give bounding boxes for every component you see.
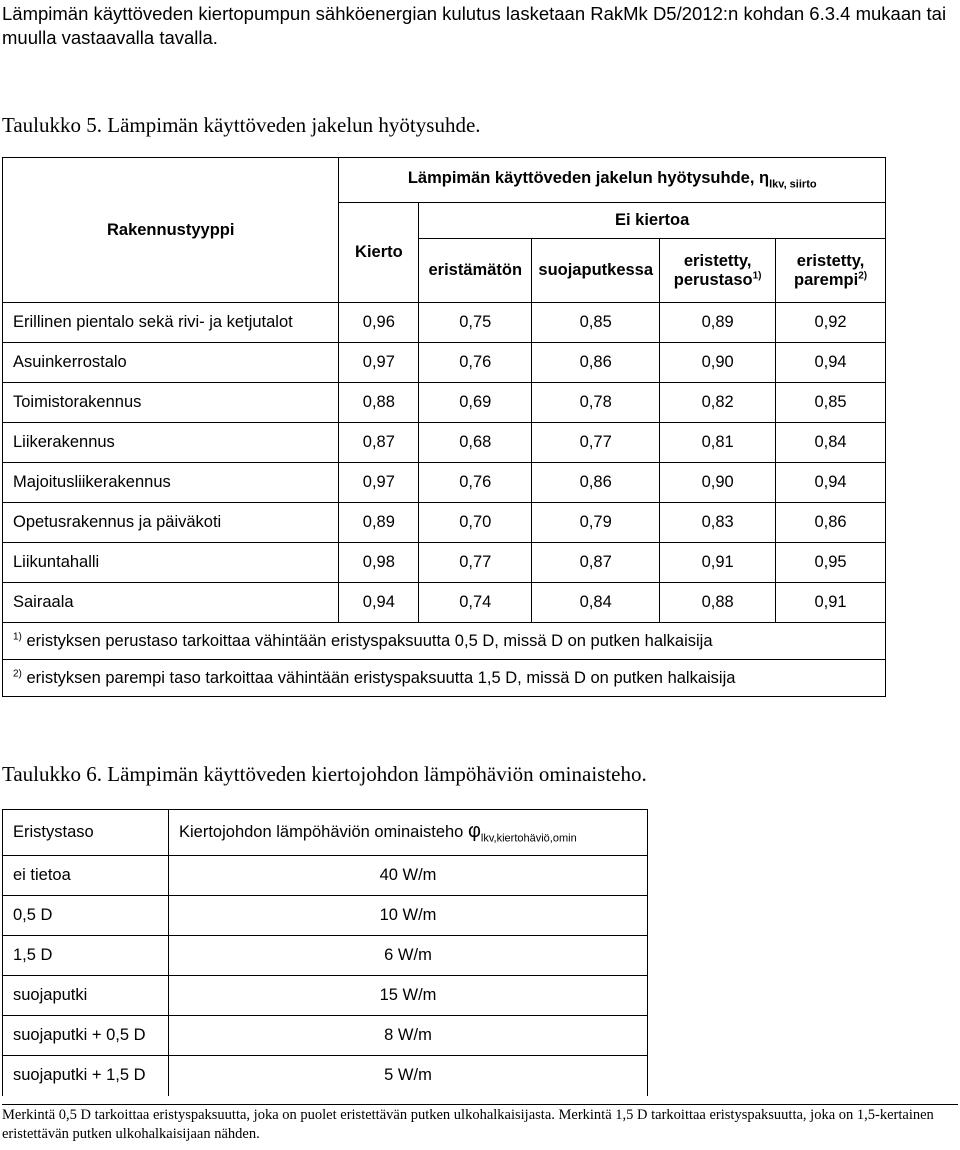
col-header-ominaisteho: Kiertojohdon lämpöhäviön ominaisteho $\varphi_{lkv,kiertohäviö,omin}$ xyxy=(169,810,648,856)
distribution-efficiency-table xyxy=(2,157,886,697)
table-row xyxy=(3,423,886,463)
table-row xyxy=(3,1016,648,1056)
table-row xyxy=(3,343,886,383)
cell-value: 5 W/m xyxy=(169,1056,648,1096)
col-header-suojaputkessa: suojaputkessa xyxy=(532,239,660,303)
row-label: 1,5 D xyxy=(3,936,169,976)
cell-value: 0,81 xyxy=(660,423,776,463)
cell-value: 10 W/m xyxy=(169,896,648,936)
table-row xyxy=(3,583,886,623)
table-header-row xyxy=(3,810,648,856)
table-row xyxy=(3,383,886,423)
row-label: Liikerakennus xyxy=(3,423,339,463)
cell-value: 0,91 xyxy=(660,543,776,583)
row-label: suojaputki + 1,5 D xyxy=(3,1056,169,1096)
footnote-row xyxy=(3,623,886,660)
table5-caption: Taulukko 5. Lämpimän käyttöveden jakelun hyötysuhde. xyxy=(2,113,481,137)
cell-value: 0,91 xyxy=(776,583,886,623)
cell-value: 0,86 xyxy=(532,463,660,503)
cell-value: 0,94 xyxy=(339,583,419,623)
row-label: 0,5 D xyxy=(3,896,169,936)
footnote: $^{2)}$ eristyksen parempi taso tarkoittaa vähintään eristyspaksuutta 1,5 D, missä D on putken halkaisija xyxy=(3,660,886,697)
cell-value: 15 W/m xyxy=(169,976,648,1016)
cell-value: 0,84 xyxy=(776,423,886,463)
row-label: Majoitusliikerakennus xyxy=(3,463,339,503)
footnote-row xyxy=(3,660,886,697)
cell-value: 0,90 xyxy=(660,463,776,503)
row-label: ei tietoa xyxy=(3,856,169,896)
cell-value: 0,82 xyxy=(660,383,776,423)
col-header-group: Lämpimän käyttöveden jakelun hyötysuhde, $\eta_{lkv, siirto}$ xyxy=(339,158,886,203)
row-label: suojaputki xyxy=(3,976,169,1016)
col-header-kierto: Kierto xyxy=(339,203,419,303)
col-header-eristamaton: eristämätön xyxy=(419,239,532,303)
cell-value: 0,69 xyxy=(419,383,532,423)
intro-paragraph: Lämpimän käyttöveden kiertopumpun sähköenergian kulutus lasketaan RakMk D5/2012:n kohdan 6.3.4 mukaan tai muulla vastaavalla tavalla. xyxy=(2,3,947,48)
cell-value: 0,74 xyxy=(419,583,532,623)
table-row xyxy=(3,976,648,1016)
cell-value: 0,88 xyxy=(339,383,419,423)
cell-value: 0,68 xyxy=(419,423,532,463)
cell-value: 0,94 xyxy=(776,343,886,383)
cell-value: 8 W/m xyxy=(169,1016,648,1056)
table6-note: Merkintä 0,5 D tarkoittaa eristyspaksuutta, joka on puolet eristettävän putken ulkohalkaisijasta. Merkintä 1,5 D tarkoittaa eristyspaksuutta, joka on 1,5-kertainen eristettävän putken ulkohalkaisijaan nähden. xyxy=(2,1104,958,1144)
col-header-perustaso: eristetty, perustaso$^{1)}$ xyxy=(660,239,776,303)
cell-value: 0,88 xyxy=(660,583,776,623)
cell-value: 0,87 xyxy=(339,423,419,463)
col-header-eristystaso: Eristystaso xyxy=(3,810,169,856)
heat-loss-table xyxy=(2,809,648,1096)
col-header-building-type: Rakennustyyppi xyxy=(3,158,339,303)
row-label: Liikuntahalli xyxy=(3,543,339,583)
cell-value: 0,84 xyxy=(532,583,660,623)
cell-value: 0,78 xyxy=(532,383,660,423)
cell-value: 0,86 xyxy=(532,343,660,383)
table-row xyxy=(3,503,886,543)
cell-value: 0,86 xyxy=(776,503,886,543)
cell-value: 40 W/m xyxy=(169,856,648,896)
row-label: Erillinen pientalo sekä rivi- ja ketjutalot xyxy=(3,303,339,343)
cell-value: 0,92 xyxy=(776,303,886,343)
table-row xyxy=(3,936,648,976)
cell-value: 0,98 xyxy=(339,543,419,583)
table-row xyxy=(3,303,886,343)
cell-value: 0,76 xyxy=(419,343,532,383)
table-row xyxy=(3,543,886,583)
cell-value: 0,97 xyxy=(339,343,419,383)
table-row xyxy=(3,896,648,936)
cell-value: 0,97 xyxy=(339,463,419,503)
cell-value: 0,96 xyxy=(339,303,419,343)
table6-caption: Taulukko 6. Lämpimän käyttöveden kiertojohdon lämpöhäviön ominaisteho. xyxy=(2,762,647,786)
row-label: Asuinkerrostalo xyxy=(3,343,339,383)
table-row xyxy=(3,856,648,896)
row-label: Sairaala xyxy=(3,583,339,623)
cell-value: 0,70 xyxy=(419,503,532,543)
cell-value: 0,89 xyxy=(339,503,419,543)
col-header-ei-kiertoa: Ei kiertoa xyxy=(419,203,886,239)
footnote: $^{1)}$ eristyksen perustaso tarkoittaa vähintään eristyspaksuutta 0,5 D, missä D on putken halkaisija xyxy=(3,623,886,660)
cell-value: 0,77 xyxy=(532,423,660,463)
cell-value: 0,83 xyxy=(660,503,776,543)
table-row xyxy=(3,463,886,503)
row-label: Opetusrakennus ja päiväkoti xyxy=(3,503,339,543)
col-header-parempi: eristetty, parempi$^{2)}$ xyxy=(776,239,886,303)
row-label: Toimistorakennus xyxy=(3,383,339,423)
cell-value: 0,94 xyxy=(776,463,886,503)
cell-value: 0,79 xyxy=(532,503,660,543)
cell-value: 0,95 xyxy=(776,543,886,583)
table-row xyxy=(3,1056,648,1096)
cell-value: 0,85 xyxy=(532,303,660,343)
cell-value: 0,85 xyxy=(776,383,886,423)
cell-value: 0,76 xyxy=(419,463,532,503)
cell-value: 0,89 xyxy=(660,303,776,343)
cell-value: 0,87 xyxy=(532,543,660,583)
cell-value: 0,77 xyxy=(419,543,532,583)
row-label: suojaputki + 0,5 D xyxy=(3,1016,169,1056)
cell-value: 0,75 xyxy=(419,303,532,343)
cell-value: 6 W/m xyxy=(169,936,648,976)
cell-value: 0,90 xyxy=(660,343,776,383)
